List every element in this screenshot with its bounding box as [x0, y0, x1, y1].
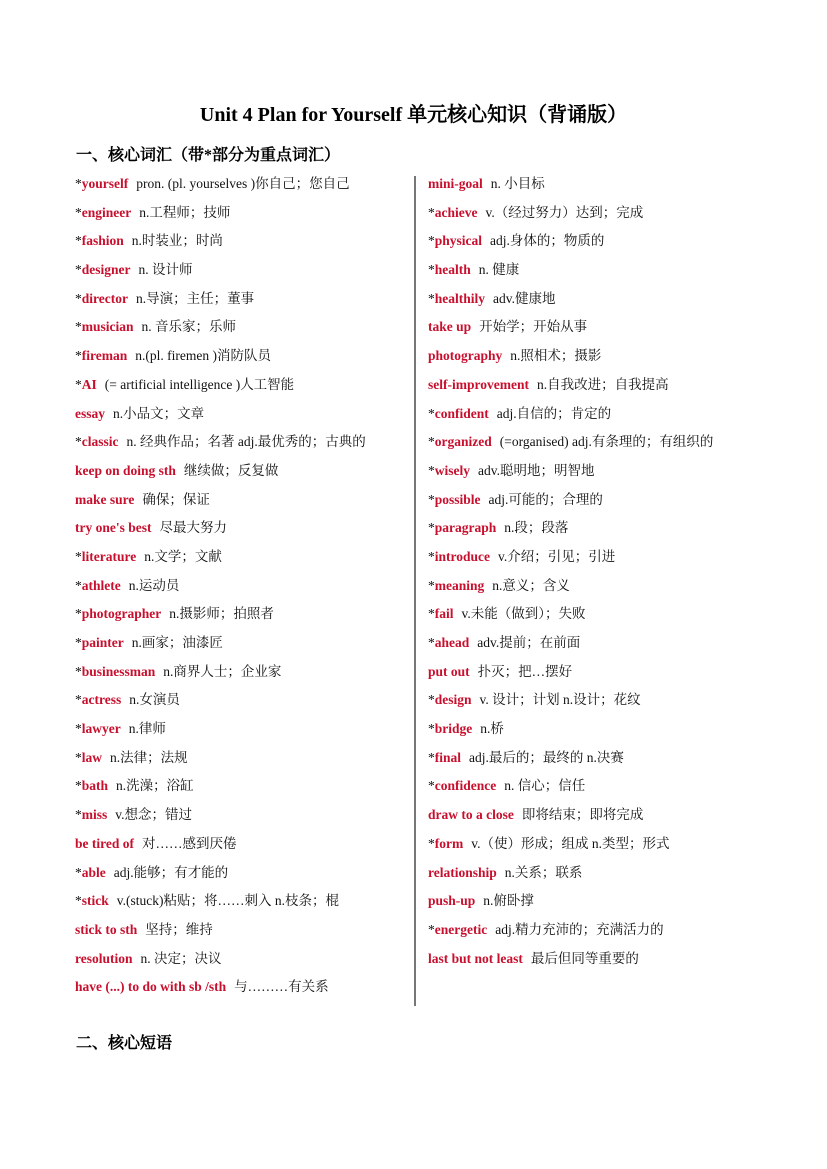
vocab-definition: n.律师 [128, 721, 166, 737]
vocab-word: resolution [75, 950, 133, 966]
vocab-word: final [434, 749, 462, 765]
vocab-word: businessman [81, 663, 156, 679]
vocab-entry [75, 859, 408, 888]
vocab-entry [428, 199, 788, 228]
vocab-entry [75, 801, 408, 830]
key-word-marker: * [428, 520, 435, 536]
vocab-entry [428, 658, 788, 687]
key-word-marker: * [75, 233, 82, 249]
key-word-marker: * [75, 319, 82, 335]
vocab-word: stick [81, 893, 109, 909]
vocab-word: self-improvement [428, 376, 529, 392]
vocab-definition: 坚持；维持 [145, 921, 213, 937]
vocab-entry [428, 686, 788, 715]
vocab-word: bath [81, 778, 109, 794]
document-title: Unit 4 Plan for Yourself 单元核心知识（背诵版） [199, 104, 628, 126]
key-word-marker: * [75, 548, 82, 564]
vocab-definition: adv.健康地 [493, 290, 556, 306]
vocab-word: painter [81, 635, 124, 650]
vocab-entry [75, 572, 408, 601]
vocab-word: able [81, 864, 106, 880]
vocab-definition: v.（经过努力）达到；完成 [485, 204, 644, 220]
key-word-marker: * [75, 807, 82, 823]
vocab-word: health [434, 262, 471, 278]
vocab-definition: n.自我改进；自我提高 [536, 376, 669, 392]
vocab-entry [428, 371, 788, 400]
vocab-word: actress [81, 692, 122, 708]
vocab-word: last but not least [428, 950, 523, 966]
vocab-word: have (...) to do with sb /sth [75, 979, 227, 995]
vocab-definition: 继续做；反复做 [183, 462, 279, 478]
vocab-definition: v.（使）形成；组成 n.类型；形式 [471, 835, 670, 851]
vocab-entry [75, 313, 408, 342]
key-word-marker: * [75, 778, 82, 794]
vocab-word: designer [81, 262, 131, 278]
vocab-word: possible [434, 491, 481, 507]
vocab-entry [428, 859, 788, 888]
vocab-entry [428, 313, 788, 342]
vocab-word: ahead [434, 635, 470, 650]
vocab-entry [428, 629, 788, 658]
vocab-definition: n. 音乐家；乐师 [141, 319, 237, 335]
vocab-definition: (=organised) adj.有条理的；有组织的 [499, 434, 714, 450]
vocab-entry [428, 945, 788, 974]
vocab-word: design [434, 692, 472, 708]
vocab-definition: n.商界人士；企业家 [163, 663, 282, 679]
key-word-marker: * [75, 749, 82, 765]
vocab-definition: n. 健康 [478, 262, 520, 278]
vocab-entry [428, 285, 788, 314]
vocab-word: photography [428, 348, 503, 364]
vocab-word: fashion [81, 233, 124, 249]
key-word-marker: * [75, 893, 82, 909]
vocab-word: be tired of [75, 835, 134, 851]
vocab-entry [75, 400, 408, 429]
vocab-definition: n. 经典作品；名著 adj.最优秀的；古典的 [126, 434, 366, 450]
vocab-word: AI [81, 376, 97, 392]
vocabulary-column-right [428, 170, 788, 973]
vocab-word: mini-goal [428, 176, 483, 191]
vocab-definition: n.导演；主任；董事 [135, 290, 255, 306]
key-word-marker: * [75, 290, 82, 306]
vocab-entry [428, 744, 788, 773]
vocab-entry [75, 256, 408, 285]
key-word-marker: * [428, 204, 435, 220]
vocab-definition: adj.可能的；合理的 [488, 491, 603, 507]
vocab-definition: n.段；段落 [504, 520, 569, 536]
vocab-entry [75, 600, 408, 629]
vocab-word: relationship [428, 864, 497, 880]
vocab-word: put out [428, 663, 470, 679]
key-word-marker: * [75, 864, 82, 880]
vocab-definition: n. 决定；决议 [140, 950, 222, 966]
vocab-entry [428, 600, 788, 629]
vocab-word: try one's best [75, 520, 152, 536]
vocab-word: fireman [81, 348, 128, 364]
vocab-definition: n. 设计师 [138, 262, 193, 278]
vocab-definition: (= artificial intelligence )人工智能 [104, 376, 295, 392]
vocab-definition: 对……感到厌倦 [142, 835, 237, 851]
vocab-definition: n. 小目标 [490, 176, 545, 191]
vocab-word: make sure [75, 491, 135, 507]
key-word-marker: * [75, 376, 82, 392]
vocab-definition: 最后但同等重要的 [530, 950, 639, 966]
vocab-definition: n.(pl. firemen )消防队员 [135, 348, 271, 364]
vocab-definition: n.关系；联系 [504, 864, 583, 880]
vocab-word: energetic [434, 921, 488, 937]
key-word-marker: * [75, 663, 82, 679]
key-word-marker: * [75, 204, 82, 220]
vocab-entry [75, 371, 408, 400]
vocab-definition: v.介绍；引见；引进 [498, 548, 616, 564]
vocab-entry [75, 658, 408, 687]
vocab-entry [428, 715, 788, 744]
key-word-marker: * [428, 405, 435, 421]
vocab-entry [428, 400, 788, 429]
vocab-entry [75, 227, 408, 256]
vocab-word: musician [81, 319, 134, 335]
vocab-definition: adj.自信的；肯定的 [496, 405, 612, 421]
vocab-definition: n.工程师；技师 [139, 204, 231, 220]
key-word-marker: * [428, 548, 435, 564]
vocab-word: literature [81, 548, 137, 564]
vocab-word: athlete [81, 577, 121, 593]
vocab-definition: n.女演员 [129, 692, 180, 708]
key-word-marker: * [428, 692, 435, 708]
vocab-word: physical [434, 233, 483, 249]
key-word-marker: * [75, 176, 82, 191]
vocab-definition: v.(stuck)粘贴；将……刺入 n.枝条；棍 [116, 893, 339, 909]
key-word-marker: * [428, 462, 435, 478]
vocab-entry [75, 486, 408, 515]
vocab-definition: adv.提前；在前面 [477, 635, 581, 650]
key-word-marker: * [428, 635, 435, 650]
vocab-word: draw to a close [428, 807, 514, 823]
vocab-definition: 尽最大努力 [159, 520, 227, 536]
vocab-word: confidence [434, 778, 497, 794]
vocab-definition: n.俯卧撑 [483, 893, 534, 909]
section-heading-vocabulary: 一、核心词汇（带*部分为重点词汇） [76, 147, 341, 164]
vocab-entry [428, 256, 788, 285]
vocab-word: form [434, 835, 464, 851]
vocab-entry [428, 543, 788, 572]
key-word-marker: * [428, 921, 435, 937]
key-word-marker: * [75, 692, 82, 708]
vocab-definition: v. 设计；计划 n.设计；花纹 [479, 692, 641, 708]
vocab-word: essay [75, 405, 105, 421]
vocab-entry [428, 342, 788, 371]
vocab-word: stick to sth [75, 921, 138, 937]
vocab-definition: n.意义；含义 [492, 577, 570, 593]
vocab-definition: n.运动员 [128, 577, 180, 593]
vocab-definition: n.法律；法规 [110, 749, 188, 765]
key-word-marker: * [428, 262, 435, 278]
vocab-definition: 扑灭；把…摆好 [477, 663, 573, 679]
vocab-word: keep on doing sth [75, 462, 176, 478]
vocab-entry [428, 830, 788, 859]
vocab-word: healthily [434, 290, 486, 306]
key-word-marker: * [75, 577, 82, 593]
key-word-marker: * [75, 262, 82, 278]
vocab-entry [75, 170, 408, 199]
vocab-entry [428, 801, 788, 830]
key-word-marker: * [428, 749, 435, 765]
vocab-word: classic [81, 434, 119, 450]
key-word-marker: * [75, 635, 82, 650]
vocab-word: push-up [428, 893, 476, 909]
column-divider [414, 176, 416, 1006]
vocab-word: confident [434, 405, 489, 421]
vocab-entry [75, 543, 408, 572]
key-word-marker: * [428, 434, 435, 450]
vocab-entry [428, 170, 788, 199]
vocab-word: bridge [434, 721, 473, 737]
vocab-definition: adj.精力充沛的；充满活力的 [495, 921, 664, 937]
vocab-definition: adv.聪明地；明智地 [478, 462, 595, 478]
key-word-marker: * [428, 233, 435, 249]
vocab-word: take up [428, 319, 472, 335]
vocab-definition: n.文学；文献 [144, 548, 222, 564]
vocab-entry [428, 514, 788, 543]
vocab-definition: n.小品文；文章 [113, 405, 205, 421]
key-word-marker: * [428, 721, 435, 737]
key-word-marker: * [428, 835, 435, 851]
key-word-marker: * [75, 434, 82, 450]
vocab-word: photographer [81, 606, 162, 622]
vocab-entry [75, 514, 408, 543]
section-heading-phrases: 二、核心短语 [76, 1035, 173, 1052]
vocab-word: achieve [434, 204, 478, 220]
vocab-definition: 与………有关系 [234, 979, 329, 995]
vocab-definition: 确保；保证 [142, 491, 210, 507]
vocab-entry [75, 916, 408, 945]
vocab-word: wisely [434, 462, 470, 478]
vocab-definition: 即将结束；即将完成 [521, 807, 644, 823]
vocab-entry [75, 199, 408, 228]
vocab-definition: n. 信心；信任 [504, 778, 586, 794]
vocab-definition: n.时装业；时尚 [131, 233, 223, 249]
vocab-definition: n.照相术；摄影 [510, 348, 602, 364]
key-word-marker: * [428, 491, 435, 507]
vocab-entry [75, 772, 408, 801]
key-word-marker: * [428, 778, 435, 794]
vocab-entry [428, 428, 788, 457]
vocab-word: director [81, 290, 128, 306]
key-word-marker: * [75, 721, 82, 737]
vocab-definition: n.画家；油漆匠 [131, 635, 223, 650]
key-word-marker: * [428, 290, 435, 306]
vocab-definition: n.洗澡；浴缸 [116, 778, 194, 794]
vocab-word: engineer [81, 204, 132, 220]
vocab-word: organized [434, 434, 492, 450]
vocab-entry [428, 486, 788, 515]
vocab-definition: n.桥 [480, 721, 504, 737]
vocab-entry [75, 887, 408, 916]
vocab-definition: 开始学；开始从事 [479, 319, 588, 335]
vocab-word: meaning [434, 577, 485, 593]
vocab-definition: v.想念；错过 [115, 807, 193, 823]
vocab-entry [75, 715, 408, 744]
vocab-entry [75, 629, 408, 658]
key-word-marker: * [75, 348, 82, 364]
vocab-entry [428, 772, 788, 801]
vocab-entry [75, 285, 408, 314]
vocab-definition: adj.身体的；物质的 [490, 233, 605, 249]
vocab-word: miss [81, 807, 108, 823]
vocab-word: fail [434, 606, 454, 622]
vocab-definition: v.未能（做到）；失败 [461, 606, 586, 622]
vocabulary-column-left [75, 170, 408, 1002]
vocab-entry [428, 227, 788, 256]
vocab-definition: adj.最后的；最终的 n.决赛 [469, 749, 624, 765]
vocab-entry [428, 887, 788, 916]
vocab-definition: adj.能够；有才能的 [113, 864, 229, 880]
vocab-word: lawyer [81, 721, 121, 737]
key-word-marker: * [428, 606, 435, 622]
key-word-marker: * [428, 577, 435, 593]
vocab-entry [75, 686, 408, 715]
vocab-entry [75, 945, 408, 974]
vocab-entry [75, 342, 408, 371]
vocab-word: yourself [81, 176, 129, 191]
vocab-entry [428, 916, 788, 945]
vocab-entry [75, 428, 408, 457]
key-word-marker: * [75, 606, 82, 622]
vocab-entry [75, 830, 408, 859]
vocab-word: paragraph [434, 520, 497, 536]
vocab-entry [75, 973, 408, 1002]
vocab-entry [428, 457, 788, 486]
vocab-word: introduce [434, 548, 491, 564]
vocab-word: law [81, 749, 102, 765]
vocab-definition: n.摄影师；拍照者 [169, 606, 274, 622]
vocab-entry [75, 744, 408, 773]
vocab-entry [75, 457, 408, 486]
vocab-entry [428, 572, 788, 601]
vocab-definition: pron. (pl. yourselves )你自己；您自己 [136, 176, 350, 191]
